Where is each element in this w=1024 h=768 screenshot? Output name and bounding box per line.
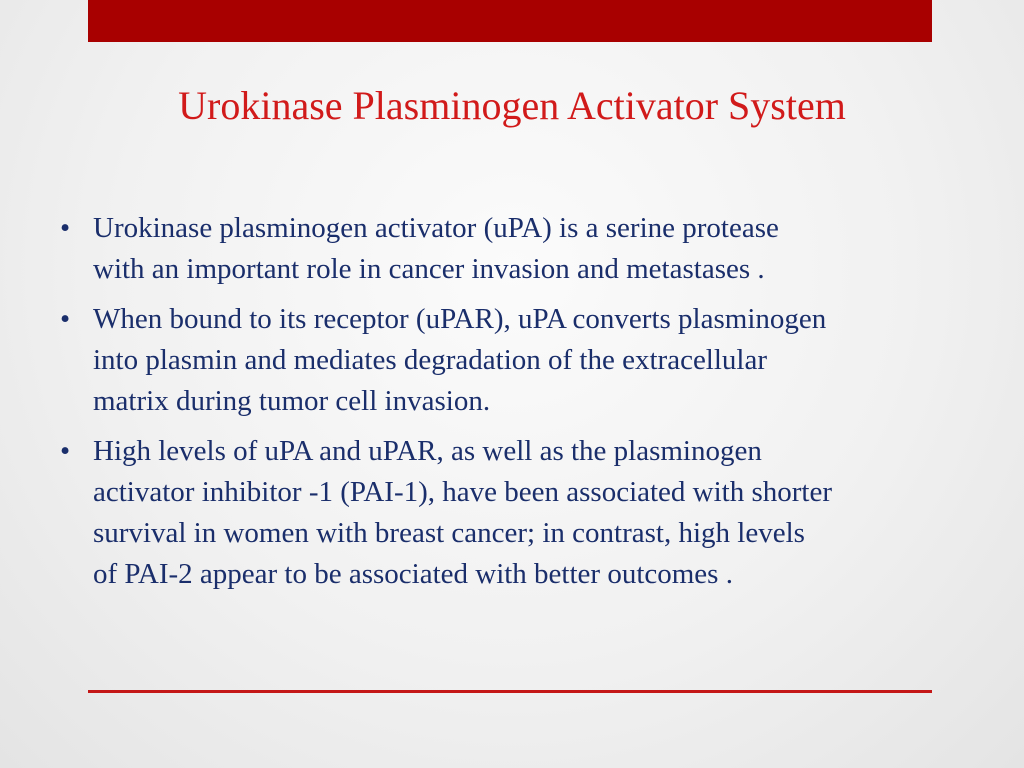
bullet-text (93, 431, 980, 595)
bullet-text (93, 299, 980, 422)
bottom-rule (88, 690, 932, 693)
bullet-icon: • (60, 212, 71, 244)
bullet-line: When bound to its receptor (uPAR), uPA converts plasminogen (93, 303, 827, 335)
bullet-line: of PAI-2 appear to be associated with better outcomes . (93, 558, 733, 590)
bullet-line: survival in women with breast cancer; in contrast, high levels (93, 517, 805, 549)
bullet-line: High levels of uPA and uPAR, as well as the plasminogen (93, 435, 762, 467)
bullet-list (60, 208, 980, 604)
top-accent-bar (88, 0, 932, 42)
slide-title: Urokinase Plasminogen Activator System (178, 83, 846, 128)
bullet-line: matrix during tumor cell invasion. (93, 385, 491, 417)
bullet-line: activator inhibitor -1 (PAI-1), have been associated with shorter (93, 476, 833, 508)
bullet-text (93, 208, 980, 290)
bullet-icon: • (60, 435, 71, 467)
bullet-line: into plasmin and mediates degradation of the extracellular (93, 344, 768, 376)
bullet-item-1 (60, 208, 980, 290)
bullet-line: with an important role in cancer invasion and metastases . (93, 253, 765, 285)
bullet-item-2 (60, 299, 980, 422)
bullet-icon: • (60, 303, 71, 335)
bullet-line: Urokinase plasminogen activator (uPA) is a serine protease (93, 212, 779, 244)
bullet-item-3 (60, 431, 980, 595)
